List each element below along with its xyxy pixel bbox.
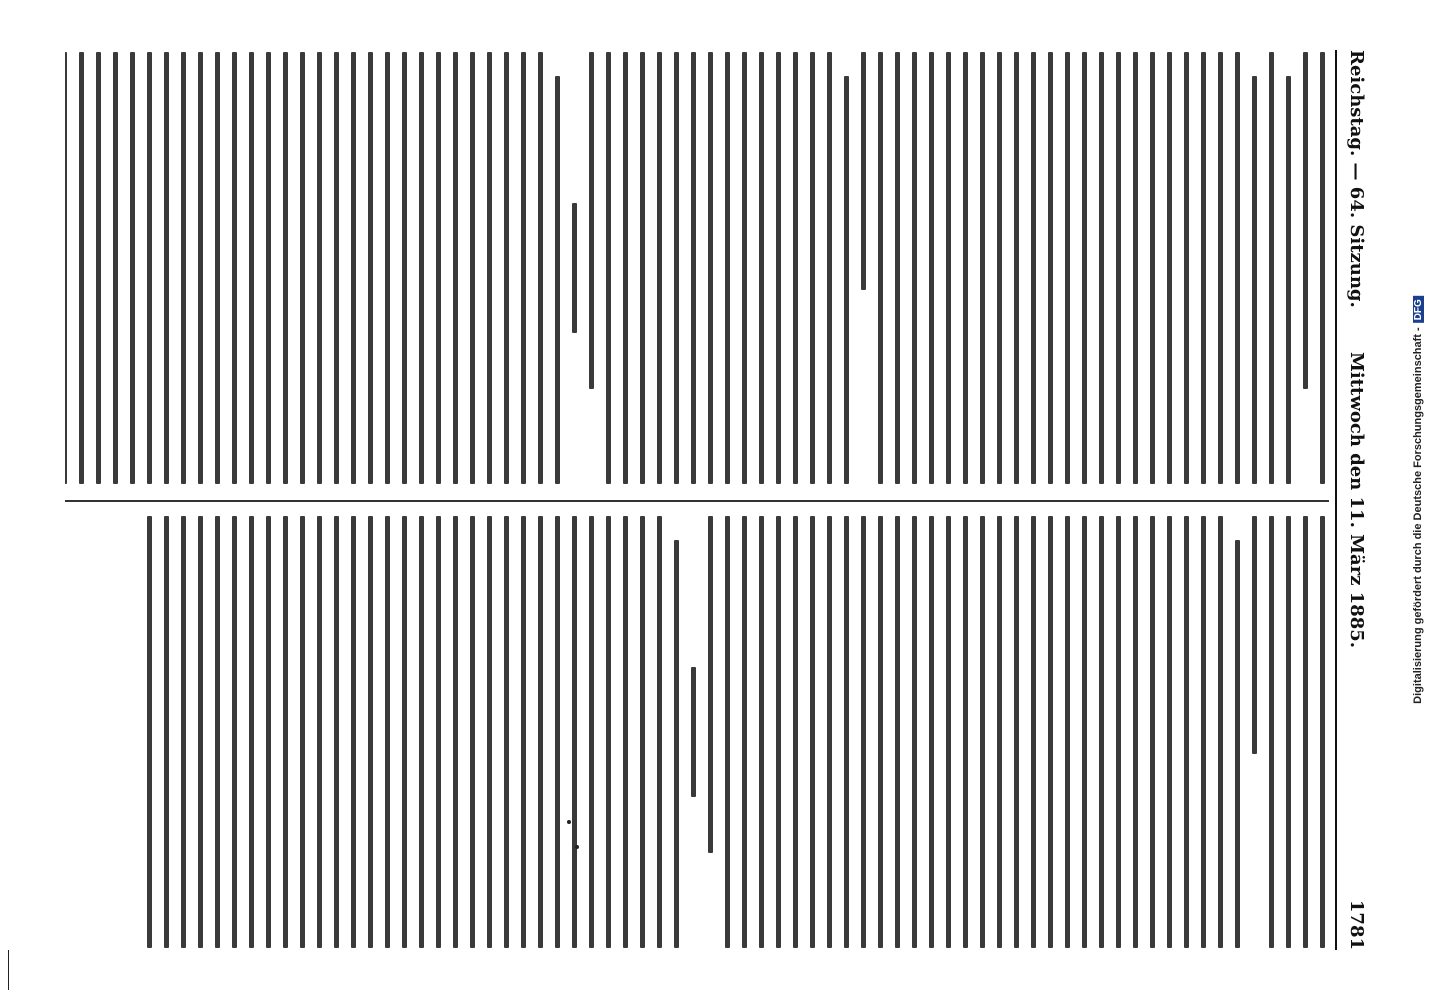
header-left: Reichstag. — 64. Sitzung. xyxy=(1346,50,1367,308)
text-column-right xyxy=(65,516,1325,948)
header-rule xyxy=(1335,50,1337,950)
scan-speck xyxy=(575,845,579,849)
scan-speck xyxy=(567,820,571,824)
text-column-left xyxy=(65,52,1325,484)
document-page xyxy=(51,30,1381,970)
scan-edge-mark xyxy=(8,950,9,990)
dfg-attribution-text: Digitalisierung gefördert durch die Deutsche Forschungsgemeinschaft - xyxy=(1412,327,1424,704)
column-divider xyxy=(65,500,1329,502)
dfg-logo: DFG xyxy=(1413,296,1424,323)
page-number: 1781 xyxy=(1346,899,1367,950)
dfg-attribution xyxy=(1412,296,1424,704)
header-date: Mittwoch den 11. März 1885. xyxy=(1346,351,1367,649)
running-header xyxy=(1337,50,1367,950)
